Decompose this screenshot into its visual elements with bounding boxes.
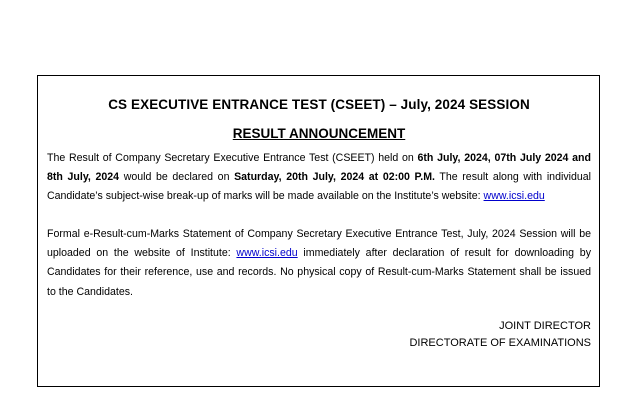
para1-text-3: The result along with individual Candidate’s subject-wise break-up of marks will be made available on the Institute’s website:	[47, 171, 591, 203]
result-declaration-date: Saturday, 20th July, 2024 at 02:00 P.M.	[234, 171, 435, 184]
signature-block	[409, 318, 591, 352]
para2-text-1: Formal e-Result-cum-Marks Statement of Company Secretary Executive Entrance Test, July, 2024 Session will be uploaded on the website of Institute:	[47, 228, 591, 260]
result-paragraph	[47, 149, 591, 207]
para2-text-2: immediately after declaration of result for downloading by Candidates for their reference, use and records. No physical copy of Result-cum-Marks Statement shall be issued to the Candidates.	[47, 247, 591, 298]
para1-text-1: The Result of Company Secretary Executive Entrance Test (CSEET) held on	[47, 152, 418, 164]
icsi-website-link-2[interactable]: www.icsi.edu	[236, 247, 298, 260]
marks-statement-paragraph	[47, 225, 591, 302]
signature-title: JOINT DIRECTOR	[499, 320, 591, 332]
icsi-website-link[interactable]: www.icsi.edu	[483, 190, 545, 203]
para1-text-2: would be declared on	[119, 171, 235, 184]
exam-dates: 6th July, 2024, 07th July 2024 and 8th July, 2024	[47, 152, 591, 184]
signature-department: DIRECTORATE OF EXAMINATIONS	[409, 337, 591, 349]
notice-title: CS EXECUTIVE ENTRANCE TEST (CSEET) – July, 2024 SESSION	[108, 97, 530, 112]
notice-subtitle: RESULT ANNOUNCEMENT	[232, 126, 406, 141]
